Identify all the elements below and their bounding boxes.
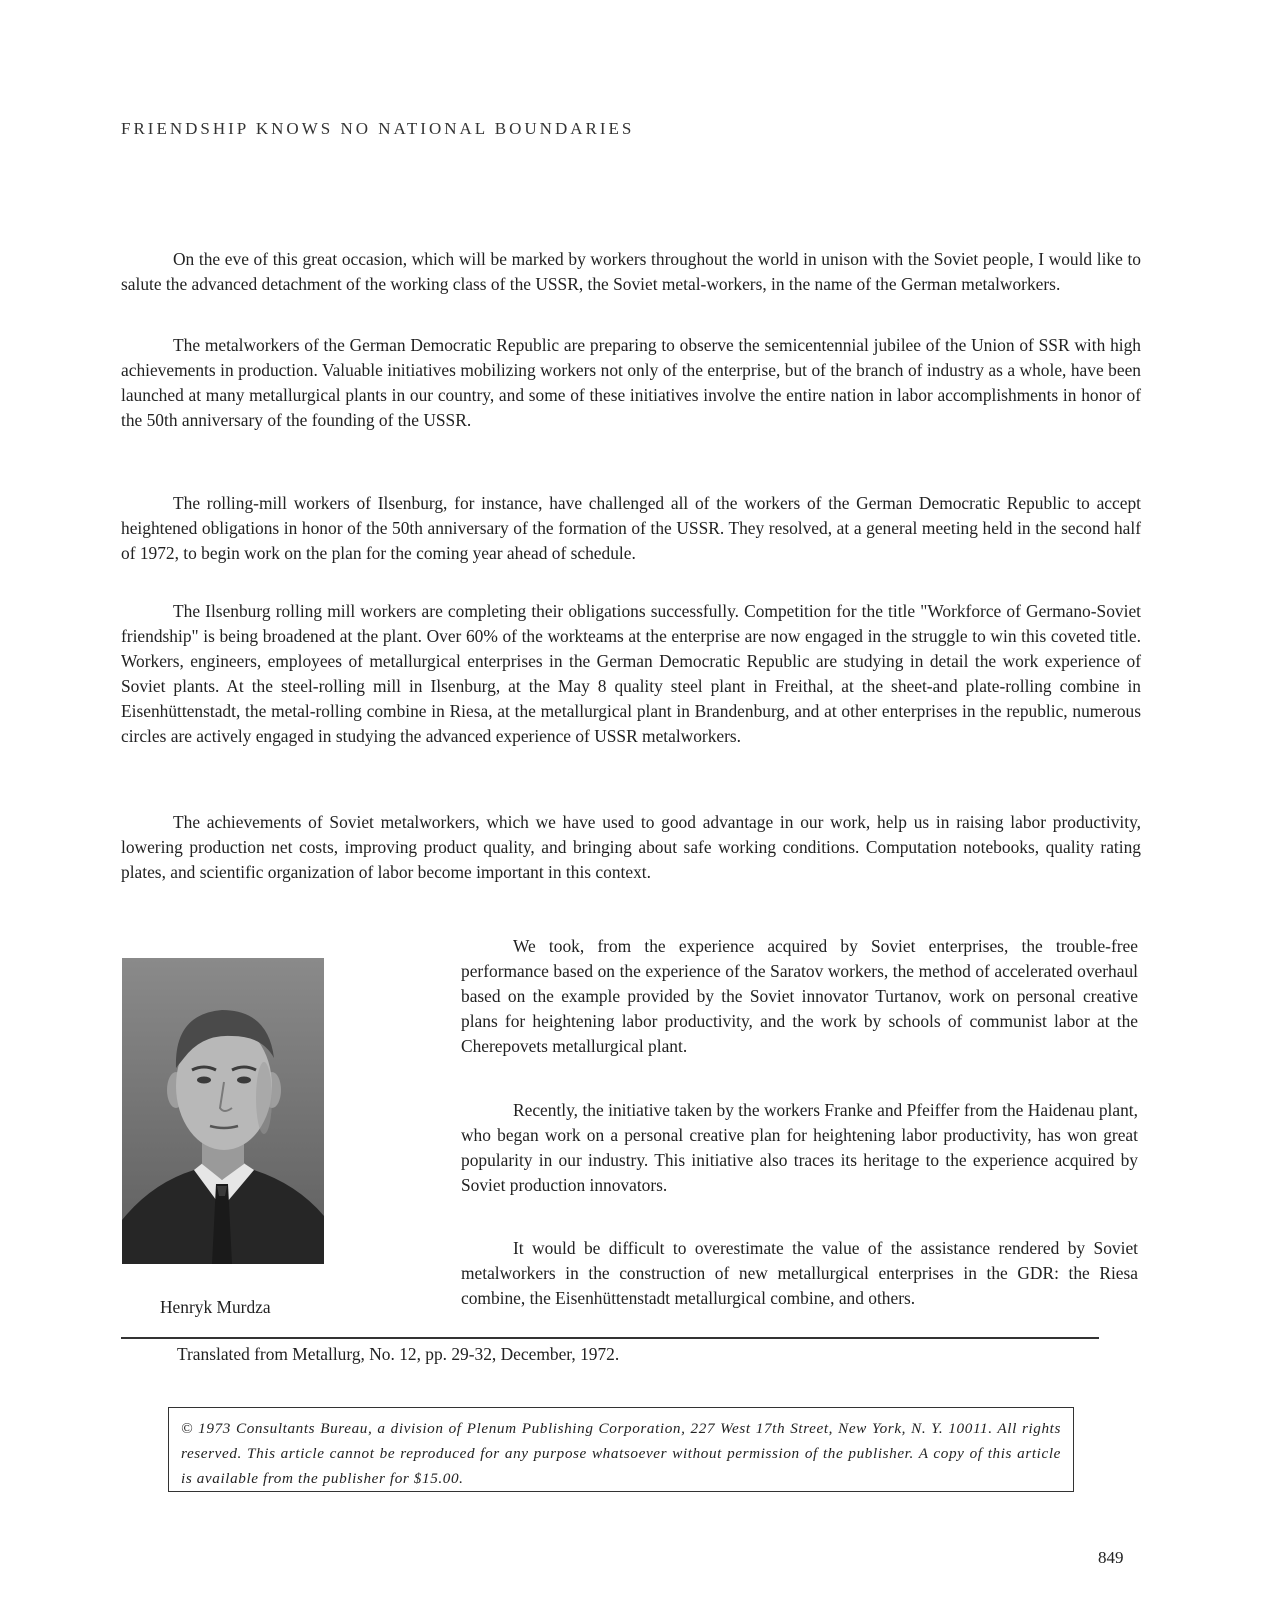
page-number: 849 <box>1098 1548 1124 1567</box>
copyright-box <box>168 1407 1074 1492</box>
footnote-rule <box>121 1337 1099 1339</box>
paragraph-experience-taken: We took, from the experience acquired by Soviet enterprises, the trouble-free performance based on the experience of the Saratov workers, the method of accelerated overhaul based on the example provided by the Soviet innovator Turtanov, work on personal creative plans for heightening labor productivity, and the work by schools of communist labor at the Cherepovets metallurgical plant. <box>461 936 1138 1056</box>
paragraph-ilsenburg-challenge: The rolling-mill workers of Ilsenburg, for instance, have challenged all of the workers of the German Democratic Republic to accept heightened obligations in honor of the 50th anniversary of the formation of the USSR. They resolved, at a general meeting held in the second half of 1972, to begin work on the plan for the coming year ahead of schedule. <box>121 493 1141 563</box>
paragraph-achievements: The achievements of Soviet metalworkers, which we have used to good advantage in our work, help us in raising labor productivity, lowering production net costs, improving product quality, and bringing about safe working conditions. Computation notebooks, quality rating plates, and scientific organization of labor become important in this context. <box>121 812 1141 882</box>
paragraph-assistance: It would be difficult to overestimate the value of the assistance rendered by Soviet metalworkers in the construction of new metallurgical enterprises in the GDR: the Riesa combine, the Eisenhüttenstadt metallurgical combine, and others. <box>461 1238 1138 1308</box>
portrait-photo <box>122 958 324 1264</box>
paragraph-franke-pfeiffer: Recently, the initiative taken by the workers Franke and Pfeiffer from the Haidenau plant, who began work on a personal creative plan for heightening labor productivity, has won great popularity in our industry. This initiative also traces its heritage to the experience acquired by Soviet production innovators. <box>461 1100 1138 1195</box>
copyright-notice: © 1973 Consultants Bureau, a division of Plenum Publishing Corporation, 227 West 17th Street, New York, N. Y. 10011. All rights reserved. This article cannot be reproduced for any purpose whatsoever without permission of the publisher. A copy of this article is available from the publisher for $15.00. <box>181 1420 1061 1487</box>
article-title: FRIENDSHIP KNOWS NO NATIONAL BOUNDARIES <box>121 119 635 138</box>
paragraph-gdr-metalworkers: The metalworkers of the German Democratic Republic are preparing to observe the semicentennial jubilee of the Union of SSR with high achievements in production. Valuable initiatives mobilizing workers not only of the enterprise, but of the branch of industry as a whole, have been launched at many metallurgical plants in our country, and some of these initiatives involve the entire nation in labor accomplishments in honor of the 50th anniversary of the founding of the USSR. <box>121 335 1141 430</box>
paragraph-intro: On the eve of this great occasion, which will be marked by workers throughout the world in unison with the Soviet people, I would like to salute the advanced detachment of the working class of the USSR, the Soviet metal-workers, in the name of the German metalworkers. <box>121 249 1141 294</box>
translation-source-note: Translated from Metallurg, No. 12, pp. 29-32, December, 1972. <box>177 1344 620 1364</box>
portrait-illustration <box>122 958 324 1264</box>
photo-caption: Henryk Murdza <box>160 1297 271 1317</box>
paragraph-ilsenburg-competition: The Ilsenburg rolling mill workers are completing their obligations successfully. Competition for the title "Workforce of Germano-Soviet friendship" is being broadened at the plant. Over 60% of the workteams at the enterprise are now engaged in the struggle to win this coveted title. Workers, engineers, employees of metallurgical enterprises in the German Democratic Republic are studying in detail the work experience of Soviet plants. At the steel-rolling mill in Ilsenburg, at the May 8 quality steel plant in Freithal, at the sheet-and plate-rolling combine in Eisenhüttenstadt, the metal-rolling combine in Riesa, at the metallurgical plant in Brandenburg, and at other enterprises in the republic, numerous circles are actively engaged in studying the advanced experience of USSR metalworkers. <box>121 601 1141 746</box>
